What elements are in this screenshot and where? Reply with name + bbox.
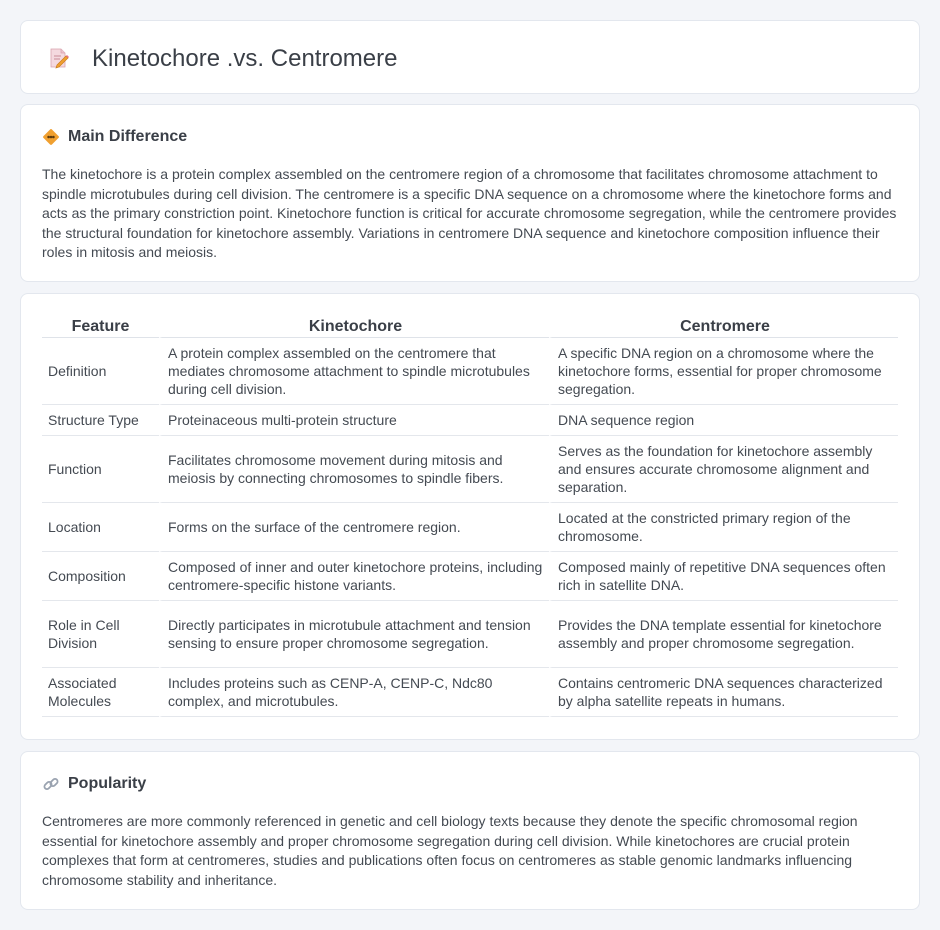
centromere-cell: A specific DNA region on a chromosome where the kinetochore forms, essential for proper chromosome segregation. bbox=[549, 338, 898, 405]
comparison-table bbox=[42, 312, 898, 717]
kinetochore-cell: Includes proteins such as CENP-A, CENP-C, Ndc80 complex, and microtubules. bbox=[159, 668, 549, 717]
table-row bbox=[42, 668, 898, 717]
main-difference-text: The kinetochore is a protein complex assembled on the centromere region of a chromosome that facilitates chromosome attachment to spindle microtubules during cell division. The centromere is a specific DNA sequence on a chromosome where the kinetochore forms and acts as the primary constriction point. Kinetochore function is critical for accurate chromosome segregation, while the centromere provides the structural foundation for kinetochore assembly. Variations in centromere DNA sequence and kinetochore composition influence their roles in mitosis and meiosis. bbox=[42, 166, 897, 261]
feature-cell: Role in Cell Division bbox=[42, 601, 159, 668]
kinetochore-cell: Directly participates in microtubule attachment and tension sensing to ensure proper chromosome segregation. bbox=[159, 601, 549, 668]
link-icon bbox=[42, 775, 60, 793]
table-row bbox=[42, 405, 898, 436]
popularity-section bbox=[20, 751, 920, 910]
kinetochore-cell: Composed of inner and outer kinetochore proteins, including centromere-specific histone variants. bbox=[159, 552, 549, 601]
diamond-sign-icon bbox=[42, 128, 60, 146]
kinetochore-cell: A protein complex assembled on the centromere that mediates chromosome attachment to spindle microtubules during cell division. bbox=[159, 338, 549, 405]
feature-cell: Definition bbox=[42, 338, 159, 405]
kinetochore-cell: Facilitates chromosome movement during mitosis and meiosis by connecting chromosomes to spindle fibers. bbox=[159, 436, 549, 503]
kinetochore-cell: Forms on the surface of the centromere region. bbox=[159, 503, 549, 552]
feature-cell: Composition bbox=[42, 552, 159, 601]
popularity-title: Popularity bbox=[68, 775, 147, 792]
main-difference-section bbox=[20, 104, 920, 282]
header-kinetochore: Kinetochore bbox=[159, 312, 549, 338]
table-header-row bbox=[42, 312, 898, 338]
centromere-cell: Contains centromeric DNA sequences characterized by alpha satellite repeats in humans. bbox=[549, 668, 898, 717]
centromere-cell: Provides the DNA template essential for kinetochore assembly and proper chromosome segregation. bbox=[549, 601, 898, 668]
centromere-cell: Located at the constricted primary region of the chromosome. bbox=[549, 503, 898, 552]
table-row bbox=[42, 552, 898, 601]
header-card bbox=[20, 20, 920, 94]
main-difference-title: Main Difference bbox=[68, 128, 188, 145]
table-row bbox=[42, 436, 898, 503]
feature-cell: Location bbox=[42, 503, 159, 552]
kinetochore-cell: Proteinaceous multi-protein structure bbox=[159, 405, 549, 436]
header-feature: Feature bbox=[42, 312, 159, 338]
feature-cell: Function bbox=[42, 436, 159, 503]
page-title: Kinetochore .vs. Centromere bbox=[92, 45, 398, 72]
header-centromere: Centromere bbox=[549, 312, 898, 338]
centromere-cell: DNA sequence region bbox=[549, 405, 898, 436]
table-row bbox=[42, 601, 898, 668]
comparison-table-section bbox=[20, 293, 920, 740]
table-row bbox=[42, 503, 898, 552]
feature-cell: Structure Type bbox=[42, 405, 159, 436]
feature-cell: Associated Molecules bbox=[42, 668, 159, 717]
centromere-cell: Composed mainly of repetitive DNA sequences often rich in satellite DNA. bbox=[549, 552, 898, 601]
centromere-cell: Serves as the foundation for kinetochore assembly and ensures accurate chromosome alignment and separation. bbox=[549, 436, 898, 503]
popularity-text: Centromeres are more commonly referenced in genetic and cell biology texts because they denote the specific chromosomal region essential for kinetochore assembly and proper chromosome segregation during cell division. While kinetochores are crucial protein complexes that form at centromeres, studies and publications often focus on centromeres as stable genomic landmarks influencing chromosome stability and inheritance. bbox=[42, 813, 858, 888]
table-row bbox=[42, 338, 898, 405]
document-edit-icon bbox=[48, 47, 70, 69]
